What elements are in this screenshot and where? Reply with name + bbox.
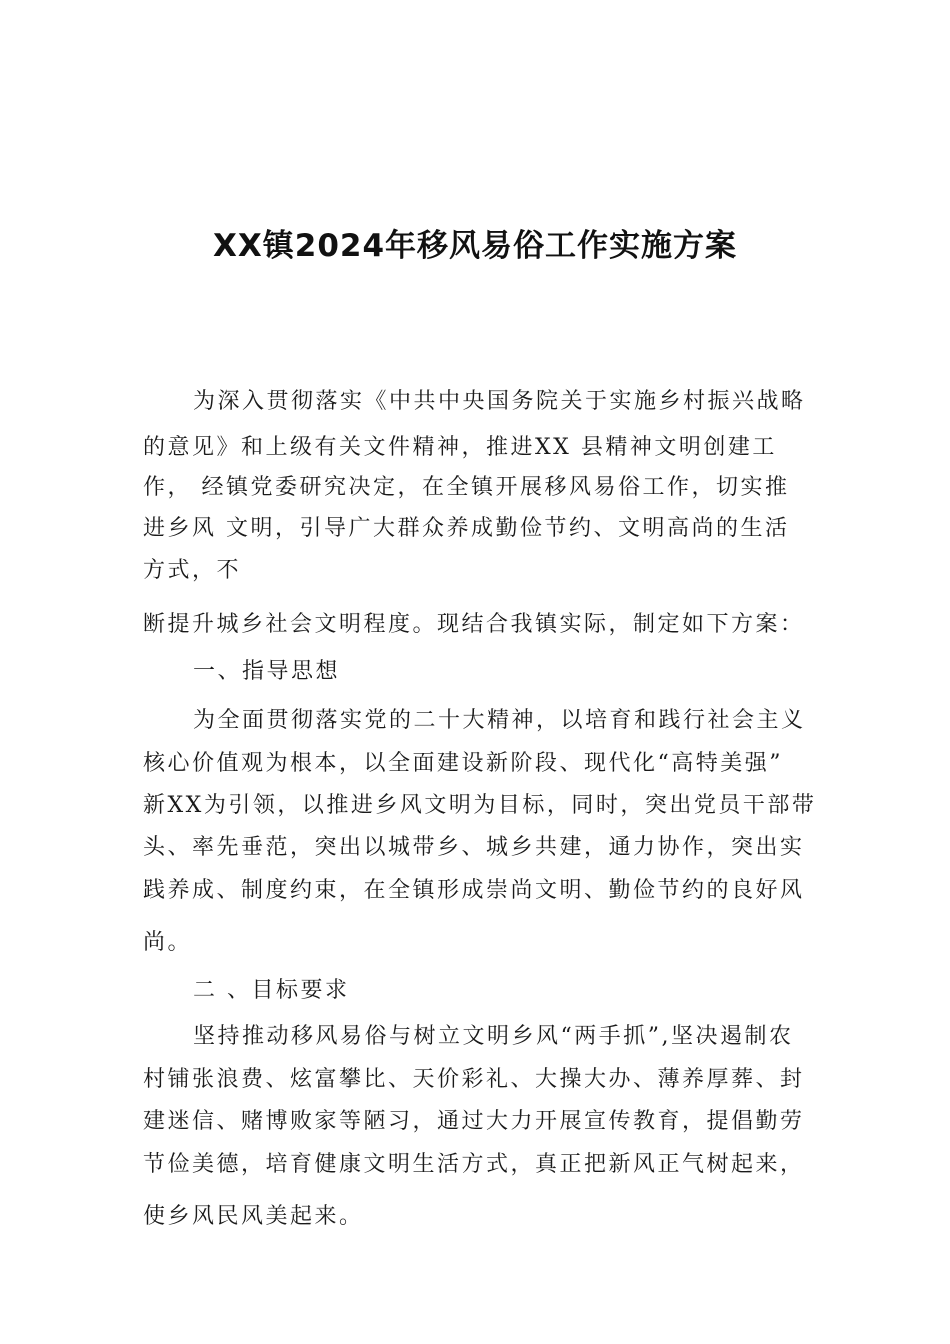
paragraph-line: 坚持推动移风易俗与树立文明乡风“两手抓”,坚决遏制农 <box>193 1024 794 1049</box>
section-heading-guiding-thought: 一、指导思想 <box>193 659 341 684</box>
paragraph-line: 村铺张浪费、炫富攀比、天价彩礼、大操大办、薄养厚葬、封 <box>143 1067 805 1092</box>
paragraph-line: 头、率先垂范，突出以城带乡、城乡共建，通力协作，突出实 <box>143 835 805 860</box>
paragraph-line: 尚。 <box>143 930 193 955</box>
paragraph-line: 新XX为引领，以推进乡风文明为目标，同时，突出党员干部带 <box>143 793 817 818</box>
intro-line: 为深入贯彻落实《中共中央国务院关于实施乡村振兴战略 <box>193 389 806 414</box>
intro-line: 的意见》和上级有关文件精神，推进XX 县精神文明创建工 <box>143 435 777 460</box>
intro-line: 断提升城乡社会文明程度。现结合我镇实际，制定如下方案： <box>143 612 805 637</box>
paragraph-line: 核心价值观为根本，以全面建设新阶段、现代化“高特美强” <box>143 751 783 776</box>
intro-line: 方式，不 <box>143 558 242 583</box>
paragraph-line: 节俭美德，培育健康文明生活方式，真正把新风正气树起来， <box>143 1152 805 1177</box>
intro-line: 进乡风 文明，引导广大群众养成勤俭节约、文明高尚的生活 <box>143 516 790 541</box>
paragraph-line: 建迷信、赌博败家等陋习，通过大力开展宣传教育，提倡勤劳 <box>143 1109 805 1134</box>
paragraph-line: 践养成、制度约束，在全镇形成崇尚文明、勤俭节约的良好风 <box>143 878 805 903</box>
paragraph-line: 为全面贯彻落实党的二十大精神，以培育和践行社会主义 <box>193 708 806 733</box>
paragraph-line: 使乡风民风美起来。 <box>143 1204 364 1229</box>
intro-line: 作， 经镇党委研究决定，在全镇开展移风易俗工作，切实推 <box>143 475 790 500</box>
section-heading-goals: 二 、目标要求 <box>193 978 350 1003</box>
document-title: XX镇2024年移风易俗工作实施方案 <box>212 228 738 264</box>
